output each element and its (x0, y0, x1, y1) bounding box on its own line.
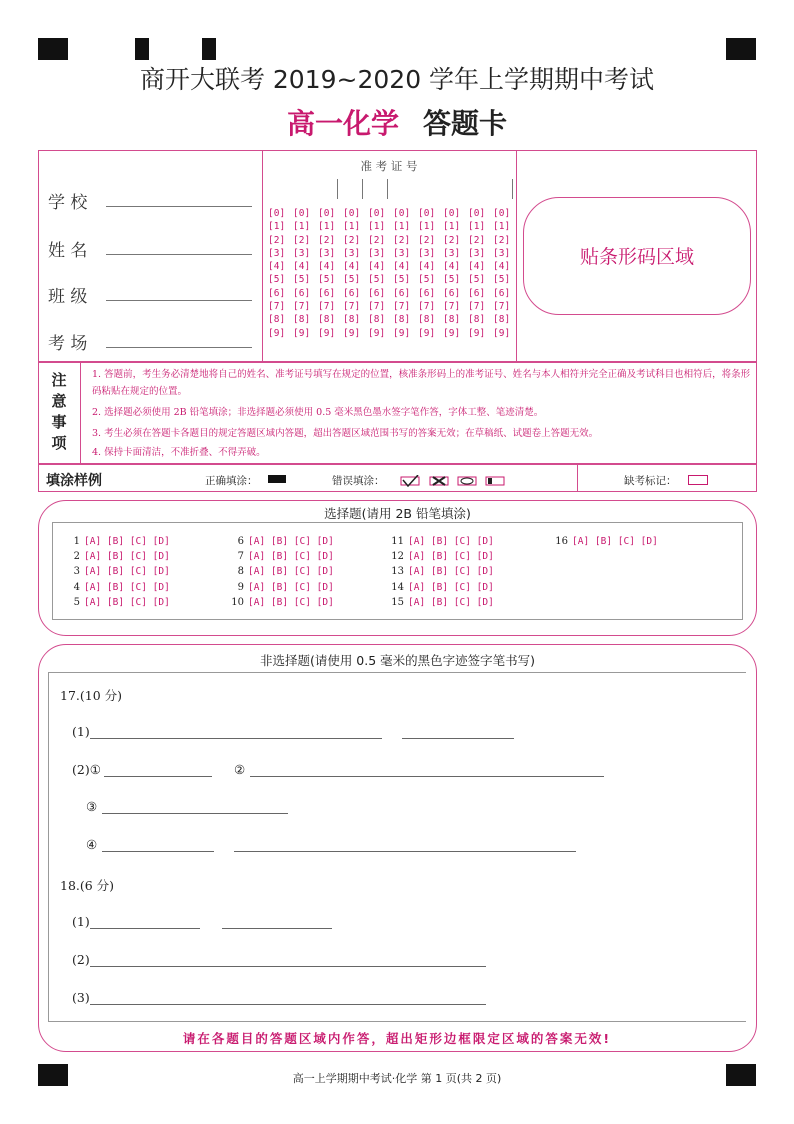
mc-question-number: 9 (237, 581, 244, 593)
nonmc-answer-box (48, 672, 746, 1022)
exam-no-digit-bubble[interactable]: [3] (468, 247, 486, 259)
exam-no-digit-bubble[interactable]: [8] (468, 314, 486, 326)
exam-no-digit-bubble[interactable]: [9] (268, 327, 286, 339)
exam-no-digit-bubble[interactable]: [8] (418, 314, 436, 326)
exam-no-digit-bubble[interactable]: [4] (443, 261, 461, 273)
subject-title (0, 102, 794, 142)
room-label: 考 场 (48, 334, 88, 354)
card-name: 答题卡 (423, 107, 508, 140)
mc-question-number: 13 (391, 566, 404, 578)
mc-option-bubbles[interactable]: [A] [B] [C] [D] (84, 551, 170, 563)
exam-no-digit-bubble[interactable]: [0] (368, 208, 386, 219)
exam-no-digit-bubble[interactable]: [0] (468, 208, 486, 219)
subject-name: 高一化学 (286, 107, 399, 140)
school-field[interactable] (106, 206, 252, 207)
exam-no-digit-column[interactable] (443, 207, 460, 340)
exam-no-digit-bubble[interactable]: [3] (293, 247, 311, 259)
exam-no-digit-bubble[interactable]: [6] (343, 287, 361, 299)
class-label: 班 级 (48, 287, 88, 307)
notice-title: 注 意 事 项 (51, 371, 67, 452)
mc-question-number: 3 (73, 566, 80, 578)
exam-no-digit-bubble[interactable]: [3] (493, 247, 511, 259)
mc-option-bubbles[interactable]: [A] [B] [C] [D] (408, 536, 494, 547)
mc-question-number: 6 (237, 536, 244, 547)
exam-no-digit-bubble[interactable]: [0] (493, 208, 511, 219)
exam-no-digit-bubble[interactable]: [9] (318, 327, 336, 339)
q17-part2-label: (2)① (72, 762, 101, 777)
mc-option-bubbles[interactable]: [A] [B] [C] [D] (84, 536, 170, 547)
exam-no-digit-bubble[interactable]: [8] (493, 314, 511, 326)
exam-no-digit-bubble[interactable]: [4] (293, 261, 311, 273)
mc-option-bubbles[interactable]: [A] [B] [C] [D] (248, 536, 334, 547)
exam-no-digit-bubble[interactable]: [2] (318, 234, 336, 246)
divider (80, 362, 81, 464)
mc-question-row[interactable] (386, 551, 494, 562)
mc-option-bubbles[interactable]: [A] [B] [C] [D] (248, 596, 334, 608)
mc-question-number: 2 (73, 551, 80, 563)
exam-no-digit-bubble[interactable]: [7] (293, 301, 311, 313)
mc-question-number: 14 (391, 581, 404, 593)
mc-question-row[interactable] (226, 582, 334, 593)
barcode-label: 贴条形码区域 (579, 246, 694, 268)
mc-question-row[interactable] (62, 597, 170, 608)
mc-question-row[interactable] (226, 566, 334, 577)
exam-no-digit-bubble[interactable]: [4] (318, 261, 336, 273)
q17-part3-label: ③ (86, 799, 98, 814)
exam-no-digit-bubble[interactable]: [2] (493, 234, 511, 246)
exam-no-cell-divider (362, 179, 363, 199)
nonmc-title: 非选择题(请使用 0.5 毫米的黑色字迹签字笔书写) (259, 653, 536, 668)
exam-no-digit-bubble[interactable]: [3] (393, 247, 411, 259)
q18-part2-label: (2) (72, 952, 90, 967)
mc-option-bubbles[interactable]: [A] [B] [C] [D] (408, 551, 494, 563)
exam-no-digit-bubble[interactable]: [3] (443, 247, 461, 259)
exam-no-digit-bubble[interactable]: [8] (343, 314, 361, 326)
wrong-fill-samples (400, 472, 506, 484)
exam-no-digit-bubble[interactable]: [4] (493, 261, 511, 273)
exam-no-digit-bubble[interactable]: [0] (293, 208, 311, 219)
divider (262, 150, 263, 362)
school-label: 学 校 (48, 193, 88, 213)
exam-no-digit-bubble[interactable]: [0] (268, 208, 286, 219)
exam-no-digit-bubble[interactable]: [0] (318, 208, 336, 219)
q17-part2-answer-1[interactable] (104, 776, 212, 777)
q18-part2-answer[interactable] (90, 966, 486, 967)
mc-question-row[interactable] (226, 597, 334, 608)
timing-mark (202, 38, 216, 60)
exam-no-digit-bubble[interactable]: [7] (368, 301, 386, 313)
exam-no-digit-bubble[interactable]: [4] (268, 261, 286, 273)
absent-label: 缺考标记： (624, 475, 677, 487)
mc-question-row[interactable] (550, 536, 658, 547)
exam-no-digit-bubble[interactable]: [1] (368, 221, 386, 233)
notice-item: 1. 答题前，考生务必清楚地将自己的姓名、准考证号填写在规定的位置，核准条形码上的准考证号、姓名与本人相符并完全正确及考试科目也相符后，将条形码粘贴在规定的位置。 (92, 369, 751, 397)
exam-no-digit-bubble[interactable]: [0] (393, 208, 411, 219)
q17-part4-answer-b[interactable] (234, 851, 576, 852)
exam-no-digit-bubble[interactable]: [7] (393, 301, 411, 313)
exam-no-digit-bubble[interactable]: [2] (268, 234, 286, 246)
mc-option-bubbles[interactable]: [A] [B] [C] [D] (572, 536, 658, 547)
exam-no-digit-bubble[interactable]: [4] (468, 261, 486, 273)
q17-part1-answer-b[interactable] (402, 738, 514, 739)
exam-no-digit-column[interactable] (268, 207, 285, 340)
exam-no-cell-divider (337, 179, 338, 199)
exam-no-digit-bubble[interactable]: [2] (468, 234, 486, 246)
exam-no-digit-bubble[interactable]: [7] (343, 301, 361, 313)
mc-option-bubbles[interactable]: [A] [B] [C] [D] (408, 596, 494, 608)
exam-no-digit-bubble[interactable]: [1] (318, 221, 336, 233)
wrong-fill-icon (400, 475, 506, 487)
exam-no-digit-bubble[interactable]: [3] (418, 247, 436, 259)
exam-no-digit-bubble[interactable]: [2] (418, 234, 436, 246)
mc-question-row[interactable] (62, 536, 170, 547)
exam-no-digit-bubble[interactable]: [8] (318, 314, 336, 326)
mc-option-bubbles[interactable]: [A] [B] [C] [D] (84, 596, 170, 608)
mc-option-bubbles[interactable]: [A] [B] [C] [D] (84, 566, 170, 578)
name-label: 姓 名 (48, 241, 88, 261)
notice-item: 2. 选择题必须使用 2B 铅笔填涂；非选择题必须使用 0.5 毫米黑色墨水签字笔作答，字体工整、笔迹清楚。 (92, 407, 544, 418)
exam-no-digit-bubble[interactable]: [8] (293, 314, 311, 326)
exam-no-digit-bubble[interactable]: [5] (443, 274, 461, 286)
mc-question-row[interactable] (226, 536, 334, 547)
exam-no-digit-bubble[interactable]: [2] (293, 234, 311, 246)
exam-no-digit-bubble[interactable]: [4] (418, 261, 436, 273)
wrong-fill-label: 错误填涂： (332, 475, 385, 487)
exam-no-digit-bubble[interactable]: [9] (493, 327, 511, 339)
question-17: 17.(10 分) (60, 688, 123, 703)
q17-part2-label-b: ② (234, 762, 246, 777)
exam-no-digit-bubble[interactable]: [5] (368, 274, 386, 286)
timing-mark (38, 38, 68, 60)
exam-no-digit-column[interactable] (343, 207, 360, 340)
mc-question-number: 1 (73, 536, 80, 547)
exam-no-digit-column[interactable] (468, 207, 485, 340)
timing-mark (726, 38, 756, 60)
mc-option-bubbles[interactable]: [A] [B] [C] [D] (84, 581, 170, 593)
exam-no-digit-bubble[interactable]: [1] (268, 221, 286, 233)
exam-no-digit-bubble[interactable]: [2] (393, 234, 411, 246)
q18-part1-label: (1) (72, 914, 90, 929)
q17-part3-answer[interactable] (102, 813, 288, 814)
exam-no-digit-bubble[interactable]: [0] (443, 208, 461, 219)
exam-no-digit-bubble[interactable]: [3] (343, 247, 361, 259)
name-field[interactable] (106, 254, 252, 255)
q18-part1-answer-a[interactable] (90, 928, 200, 929)
exam-no-digit-bubble[interactable]: [9] (293, 327, 311, 339)
exam-no-digit-column[interactable] (493, 207, 510, 340)
mc-question-number: 11 (391, 536, 404, 547)
q17-part4-label: ④ (86, 837, 98, 852)
exam-no-digit-bubble[interactable]: [7] (318, 301, 336, 313)
exam-no-digit-bubble[interactable]: [6] (418, 287, 436, 299)
exam-no-digit-bubble[interactable]: [1] (293, 221, 311, 233)
exam-no-digit-bubble[interactable]: [5] (318, 274, 336, 286)
class-field[interactable] (106, 300, 252, 301)
exam-no-digit-bubble[interactable]: [5] (343, 274, 361, 286)
exam-no-digit-bubble[interactable]: [9] (343, 327, 361, 339)
exam-no-digit-bubble[interactable]: [8] (443, 314, 461, 326)
exam-no-digit-bubble[interactable]: [6] (443, 287, 461, 299)
exam-no-digit-bubble[interactable]: [4] (393, 261, 411, 273)
exam-no-digit-column[interactable] (393, 207, 410, 340)
exam-no-digit-bubble[interactable]: [8] (393, 314, 411, 326)
exam-no-digit-bubble[interactable]: [1] (418, 221, 436, 233)
exam-no-digit-bubble[interactable]: [0] (343, 208, 361, 219)
mc-question-number: 15 (391, 596, 404, 608)
mc-question-number: 10 (231, 596, 244, 608)
mc-question-row[interactable] (386, 566, 494, 577)
question-18: 18.(6 分) (60, 878, 115, 893)
mc-question-number: 16 (555, 536, 568, 547)
exam-no-digit-bubble[interactable]: [6] (468, 287, 486, 299)
exam-no-digit-bubble[interactable]: [5] (268, 274, 286, 286)
exam-no-digit-bubble[interactable]: [2] (343, 234, 361, 246)
q18-part3-label: (3) (72, 990, 90, 1005)
exam-no-digit-bubble[interactable]: [9] (393, 327, 411, 339)
exam-no-digit-bubble[interactable]: [1] (493, 221, 511, 233)
exam-no-digit-bubble[interactable]: [2] (368, 234, 386, 246)
exam-no-digit-bubble[interactable]: [6] (393, 287, 411, 299)
divider (577, 464, 578, 492)
exam-no-digit-column[interactable] (368, 207, 385, 340)
exam-no-digit-bubble[interactable]: [3] (268, 247, 286, 259)
mc-question-number: 12 (391, 551, 404, 563)
answer-area-warning: 请在各题目的答题区域内作答，超出矩形边框限定区域的答案无效! (182, 1031, 612, 1046)
q18-part1-answer-b[interactable] (222, 928, 332, 929)
mc-question-row[interactable] (62, 551, 170, 562)
exam-no-digit-bubble[interactable]: [2] (443, 234, 461, 246)
q17-part1-answer-a[interactable] (90, 738, 382, 739)
exam-no-digit-bubble[interactable]: [5] (293, 274, 311, 286)
exam-no-digit-bubble[interactable]: [6] (293, 287, 311, 299)
mc-title: 选择题(请用 2B 铅笔填涂) (324, 506, 471, 521)
exam-no-digit-column[interactable] (293, 207, 310, 340)
correct-fill-label: 正确填涂： (205, 475, 258, 487)
exam-no-digit-bubble[interactable]: [5] (493, 274, 511, 286)
exam-no-digit-bubble[interactable]: [4] (343, 261, 361, 273)
exam-no-digit-bubble[interactable]: [1] (468, 221, 486, 233)
exam-no-digit-bubble[interactable]: [9] (443, 327, 461, 339)
mc-question-row[interactable] (386, 582, 494, 593)
exam-no-digit-column[interactable] (318, 207, 335, 340)
exam-no-digit-bubble[interactable]: [6] (268, 287, 286, 299)
divider (516, 150, 517, 362)
exam-no-digit-bubble[interactable]: [3] (318, 247, 336, 259)
exam-no-digit-bubble[interactable]: [7] (493, 301, 511, 313)
exam-no-digit-bubble[interactable]: [8] (268, 314, 286, 326)
exam-no-digit-bubble[interactable]: [6] (368, 287, 386, 299)
exam-no-cell-divider (387, 179, 388, 199)
page-footer: 高一上学期期中考试·化学 第 1 页(共 2 页) (292, 1072, 502, 1085)
mc-question-number: 4 (73, 581, 80, 593)
mc-option-bubbles[interactable]: [A] [B] [C] [D] (248, 581, 334, 593)
mc-option-bubbles[interactable]: [A] [B] [C] [D] (248, 566, 334, 578)
fill-sample-title: 填涂样例 (46, 473, 102, 489)
exam-no-digit-bubble[interactable]: [0] (418, 208, 436, 219)
exam-no-cell-divider (512, 179, 513, 199)
exam-no-digit-bubble[interactable]: [8] (368, 314, 386, 326)
mc-question-number: 7 (237, 551, 244, 563)
q18-part3-answer[interactable] (90, 1004, 486, 1005)
absent-mark-box[interactable] (688, 475, 708, 485)
mc-question-row[interactable] (62, 582, 170, 593)
exam-no-digit-bubble[interactable]: [3] (368, 247, 386, 259)
exam-no-digit-bubble[interactable]: [6] (318, 287, 336, 299)
q17-part2-answer-2[interactable] (250, 776, 604, 777)
exam-no-digit-bubble[interactable]: [6] (493, 287, 511, 299)
exam-no-digit-bubble[interactable]: [9] (468, 327, 486, 339)
exam-no-digit-bubble[interactable]: [4] (368, 261, 386, 273)
q17-part4-answer-a[interactable] (102, 851, 214, 852)
mc-question-row[interactable] (62, 566, 170, 577)
mc-option-bubbles[interactable]: [A] [B] [C] [D] (408, 566, 494, 578)
exam-no-title: 准 考 证 号 (360, 159, 418, 173)
exam-no-digit-bubble[interactable]: [9] (368, 327, 386, 339)
mc-option-bubbles[interactable]: [A] [B] [C] [D] (248, 551, 334, 563)
timing-mark (135, 38, 149, 60)
correct-fill-sample (268, 475, 286, 483)
room-field[interactable] (106, 347, 252, 348)
exam-no-digit-bubble[interactable]: [5] (418, 274, 436, 286)
exam-no-digit-column[interactable] (418, 207, 435, 340)
exam-title: 商开大联考 2019~2020 学年上学期期中考试 (139, 65, 655, 94)
exam-no-digit-bubble[interactable]: [7] (418, 301, 436, 313)
q17-part1-label: (1) (72, 724, 90, 739)
exam-no-digit-bubble[interactable]: [7] (468, 301, 486, 313)
mc-question-number: 8 (237, 566, 244, 578)
notice-item: 3. 考生必须在答题卡各题目的规定答题区域内答题，超出答题区域范围书写的答案无效；在草稿纸、试题卷上答题无效。 (92, 428, 599, 439)
exam-no-digit-bubble[interactable]: [1] (343, 221, 361, 233)
exam-no-digit-bubble[interactable]: [1] (393, 221, 411, 233)
notice-item: 4. 保持卡面清洁，不准折叠、不得弄破。 (92, 447, 266, 458)
mc-question-row[interactable] (386, 597, 494, 608)
exam-no-digit-bubble[interactable]: [1] (443, 221, 461, 233)
exam-no-digit-bubble[interactable]: [5] (468, 274, 486, 286)
exam-no-digit-bubble[interactable]: [9] (418, 327, 436, 339)
mc-question-row[interactable] (386, 536, 494, 547)
exam-no-digit-bubble[interactable]: [7] (268, 301, 286, 313)
mc-option-bubbles[interactable]: [A] [B] [C] [D] (408, 581, 494, 593)
mc-question-number: 5 (73, 596, 80, 608)
exam-no-digit-bubble[interactable]: [5] (393, 274, 411, 286)
exam-no-digit-bubble[interactable]: [7] (443, 301, 461, 313)
mc-question-row[interactable] (226, 551, 334, 562)
